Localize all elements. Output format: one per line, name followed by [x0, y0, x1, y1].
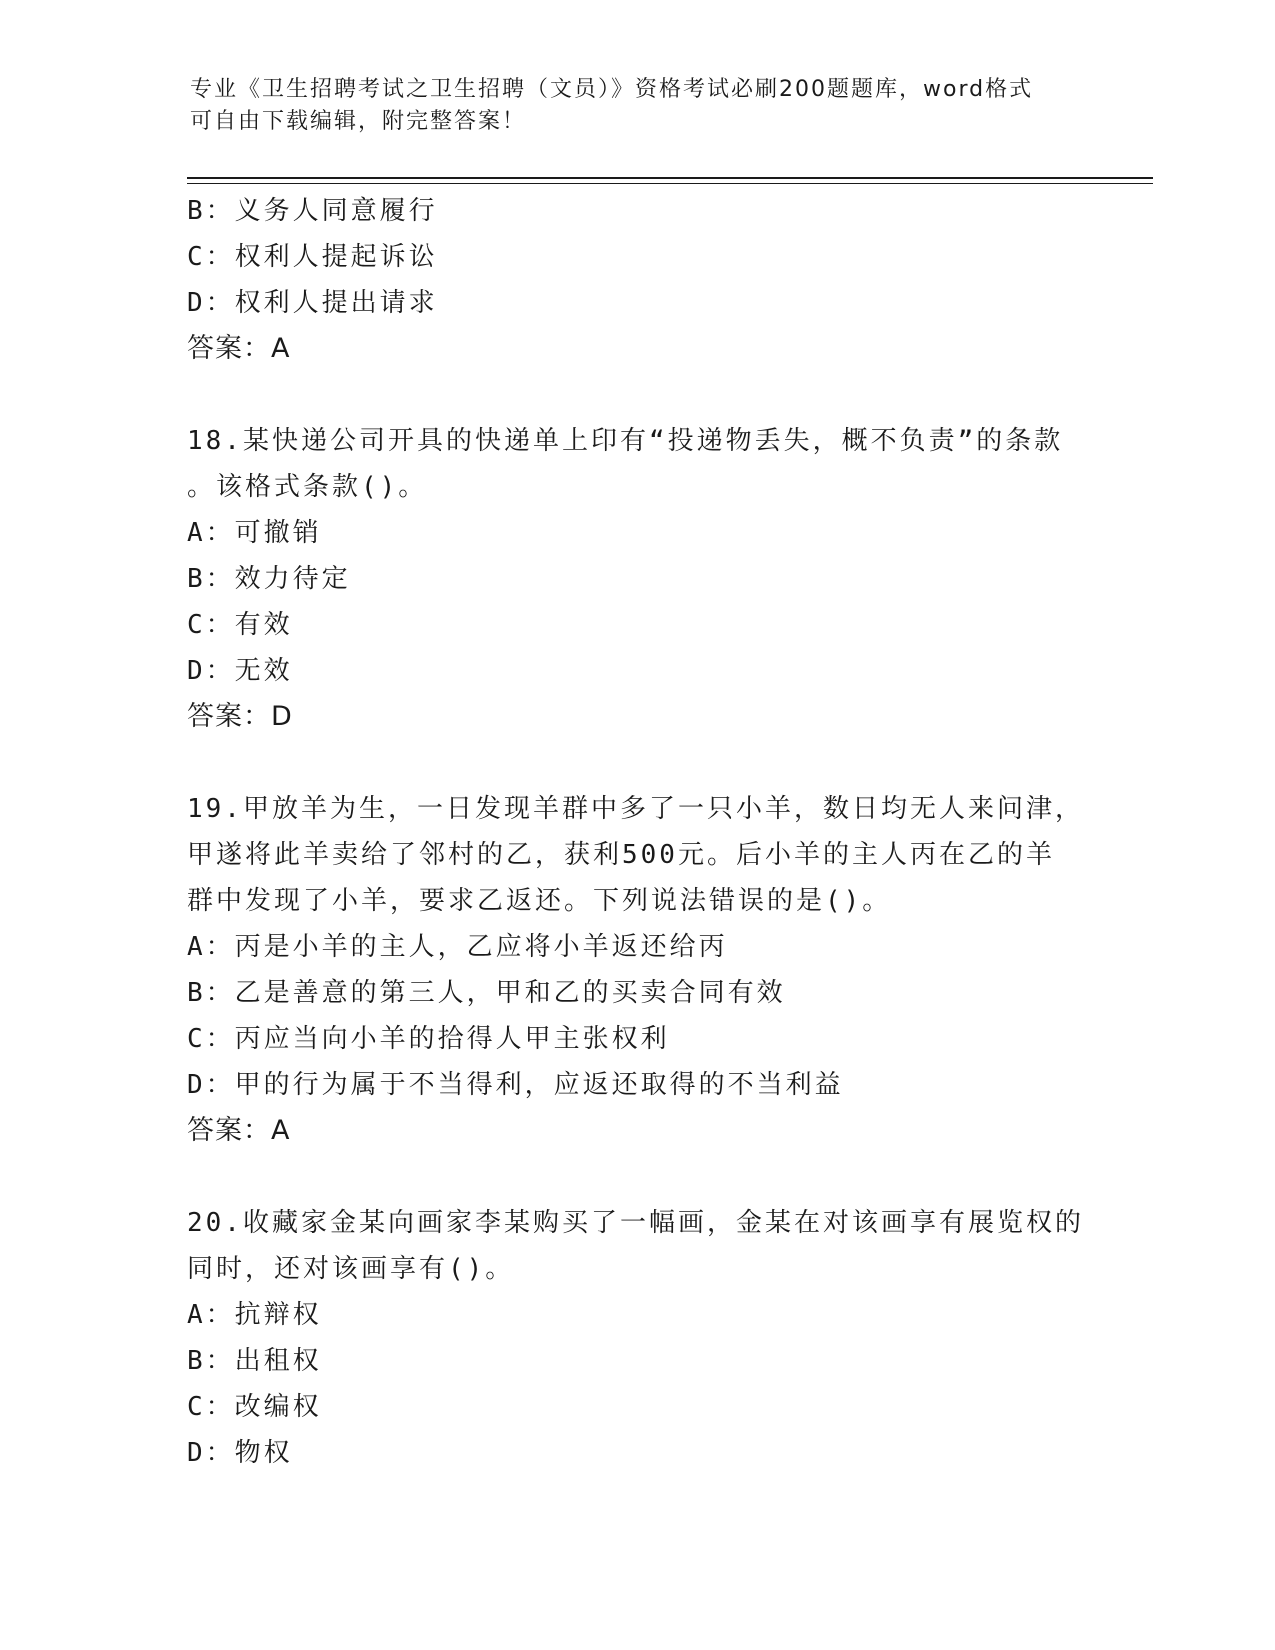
question-17-option-c: C：权利人提起诉讼: [187, 242, 438, 272]
question-19-stem-line-1: 19.甲放羊为生，一日发现羊群中多了一只小羊，数日均无人来问津，: [187, 794, 1084, 824]
question-20-stem-line-1: 20.收藏家金某向画家李某购买了一幅画，金某在对该画享有展览权的: [187, 1208, 1084, 1238]
question-18-option-c: C：有效: [187, 610, 293, 640]
header-title-line-1: 专业《卫生招聘考试之卫生招聘（文员）》资格考试必刷200题题库，word格式: [190, 77, 1034, 102]
spacer: [187, 372, 1087, 418]
question-18-option-a: A：可撤销: [187, 518, 322, 548]
question-17-option-d: D：权利人提出请求: [187, 288, 438, 318]
question-20-option-b: B：出租权: [187, 1346, 322, 1376]
question-19-option-a: A：丙是小羊的主人，乙应将小羊返还给丙: [187, 932, 728, 962]
question-19-answer: 答案：A: [187, 1115, 291, 1146]
question-19-option-b: B：乙是善意的第三人，甲和乙的买卖合同有效: [187, 978, 786, 1008]
question-19: [187, 786, 1087, 1154]
spacer: [187, 1154, 1087, 1200]
header-title-line-2: 可自由下载编辑，附完整答案！: [190, 109, 527, 134]
question-20-option-c: C：改编权: [187, 1392, 322, 1422]
header-divider-thick: [187, 177, 1153, 179]
question-17: [187, 188, 1087, 372]
question-18-option-b: B：效力待定: [187, 564, 351, 594]
question-17-option-b: B：义务人同意履行: [187, 196, 438, 226]
question-18-stem-line-2: 。该格式条款()。: [187, 472, 428, 502]
question-19-stem-line-2: 甲遂将此羊卖给了邻村的乙，获利500元。后小羊的主人丙在乙的羊: [187, 840, 1055, 870]
document-header: [190, 74, 1070, 138]
question-19-stem-line-3: 群中发现了小羊，要求乙返还。下列说法错误的是()。: [187, 886, 892, 916]
question-19-option-c: C：丙应当向小羊的拾得人甲主张权利: [187, 1024, 670, 1054]
question-20-option-a: A：抗辩权: [187, 1300, 322, 1330]
question-18: [187, 418, 1087, 740]
question-18-stem-line-1: 18.某快递公司开具的快递单上印有“投递物丢失，概不负责”的条款: [187, 426, 1064, 456]
question-18-option-d: D：无效: [187, 656, 293, 686]
question-20-stem-line-2: 同时，还对该画享有()。: [187, 1254, 515, 1284]
question-list: [187, 188, 1087, 1476]
header-divider-thin: [187, 183, 1153, 184]
spacer: [187, 740, 1087, 786]
question-20: [187, 1200, 1087, 1476]
question-19-option-d: D：甲的行为属于不当得利，应返还取得的不当利益: [187, 1070, 844, 1100]
question-18-answer: 答案：D: [187, 701, 293, 732]
question-17-answer: 答案：A: [187, 333, 291, 364]
question-20-option-d: D：物权: [187, 1438, 293, 1468]
